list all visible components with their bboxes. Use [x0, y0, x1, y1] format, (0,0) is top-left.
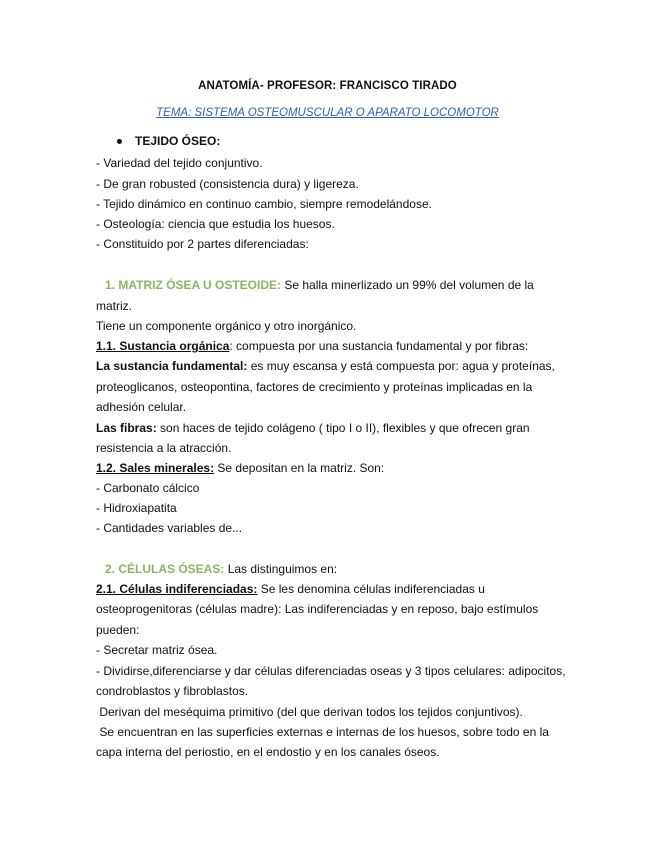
mineral-item: - Cantidades variables de... — [96, 521, 243, 535]
mineral-item: - Hidroxiapatita — [96, 501, 177, 515]
sub21-text: Se les denomina células indiferenciadas u — [257, 582, 485, 596]
fundamental-line — [96, 359, 555, 373]
sub12-label: 1.2. Sales minerales: — [96, 461, 215, 475]
bullet-heading-text: TEJIDO ÓSEO: — [135, 134, 221, 148]
intro-list-item: - De gran robusted (consistencia dura) y ligereza. — [96, 177, 359, 191]
sub21-line — [96, 582, 485, 596]
fundamental-text: es muy escansa y está compuesta por: agua y proteínas, — [247, 359, 555, 373]
sub21-cont: pueden: — [96, 623, 140, 637]
intro-list-item: - Tejido dinámico en continuo cambio, siempre remodelándose. — [96, 197, 432, 211]
section1-heading-text: Se halla minerlizado un 99% del volumen de la — [281, 278, 534, 292]
section2-heading-text: Las distinguimos en: — [224, 562, 338, 576]
fibras-text: son haces de tejido colágeno ( tipo I o II), flexibles y que ofrecen gran — [156, 421, 530, 435]
document-subtitle: TEMA: SISTEMA OSTEOMUSCULAR O APARATO LOCOMOTOR — [156, 107, 499, 119]
section2-item: condroblastos y fibroblastos. — [96, 684, 249, 698]
fundamental-label: La sustancia fundamental: — [96, 359, 248, 373]
sub21-label: 2.1. Células indiferenciadas: — [96, 582, 258, 596]
fibras-cont: resistencia a la atracción. — [96, 441, 232, 455]
sub12-text: Se depositan en la matriz. Son: — [214, 461, 385, 475]
fundamental-cont: proteoglicanos, osteopontina, factores de crecimiento y proteínas implicadas en la — [96, 380, 533, 394]
section2-item: Derivan del meséquima primitivo (del que derivan todos los tejidos conjuntivos). — [96, 705, 523, 719]
fibras-line — [96, 421, 530, 435]
section1-heading-line — [105, 278, 534, 292]
sub21-cont: osteoprogenitoras (células madre): Las indiferenciadas y en reposo, bajo estímulos — [96, 602, 539, 616]
section1-heading: 1. MATRIZ ÓSEA U OSTEOIDE: — [105, 278, 282, 292]
section2-item: - Secretar matriz ósea. — [96, 643, 218, 657]
sub11-line — [96, 339, 528, 353]
sub12-line — [96, 461, 384, 475]
bullet-heading — [118, 134, 220, 148]
section2-heading: 2. CÉLULAS ÓSEAS: — [105, 562, 225, 576]
section2-heading-line — [105, 562, 337, 576]
mineral-item: - Carbonato cálcico — [96, 481, 200, 495]
document-title: ANATOMÍA- PROFESOR: FRANCISCO TIRADO — [198, 80, 457, 92]
section2-item: Se encuentran en las superficies externas e internas de los huesos, sobre todo en la — [96, 725, 549, 739]
section2-item: capa interna del periostio, en el endostio y en los canales óseos. — [96, 745, 440, 759]
fibras-label: Las fibras: — [96, 421, 157, 435]
section1-heading-cont: matriz. — [96, 299, 132, 313]
sub11-text: : compuesta por una sustancia fundamental y por fibras: — [229, 339, 529, 353]
intro-list-item: - Constituido por 2 partes diferenciadas: — [96, 237, 309, 251]
fundamental-cont: adhesión celular. — [96, 400, 187, 414]
intro-list-item: - Variedad del tejido conjuntivo. — [96, 156, 263, 170]
section1-line2: Tiene un componente orgánico y otro inorgánico. — [96, 319, 357, 333]
intro-list-item: - Osteología: ciencia que estudia los huesos. — [96, 217, 335, 231]
sub11-label: 1.1. Sustancia orgánica — [96, 339, 230, 353]
section2-item: - Dividirse,diferenciarse y dar células diferenciadas oseas y 3 tipos celulares: adipocitos, — [96, 664, 566, 678]
